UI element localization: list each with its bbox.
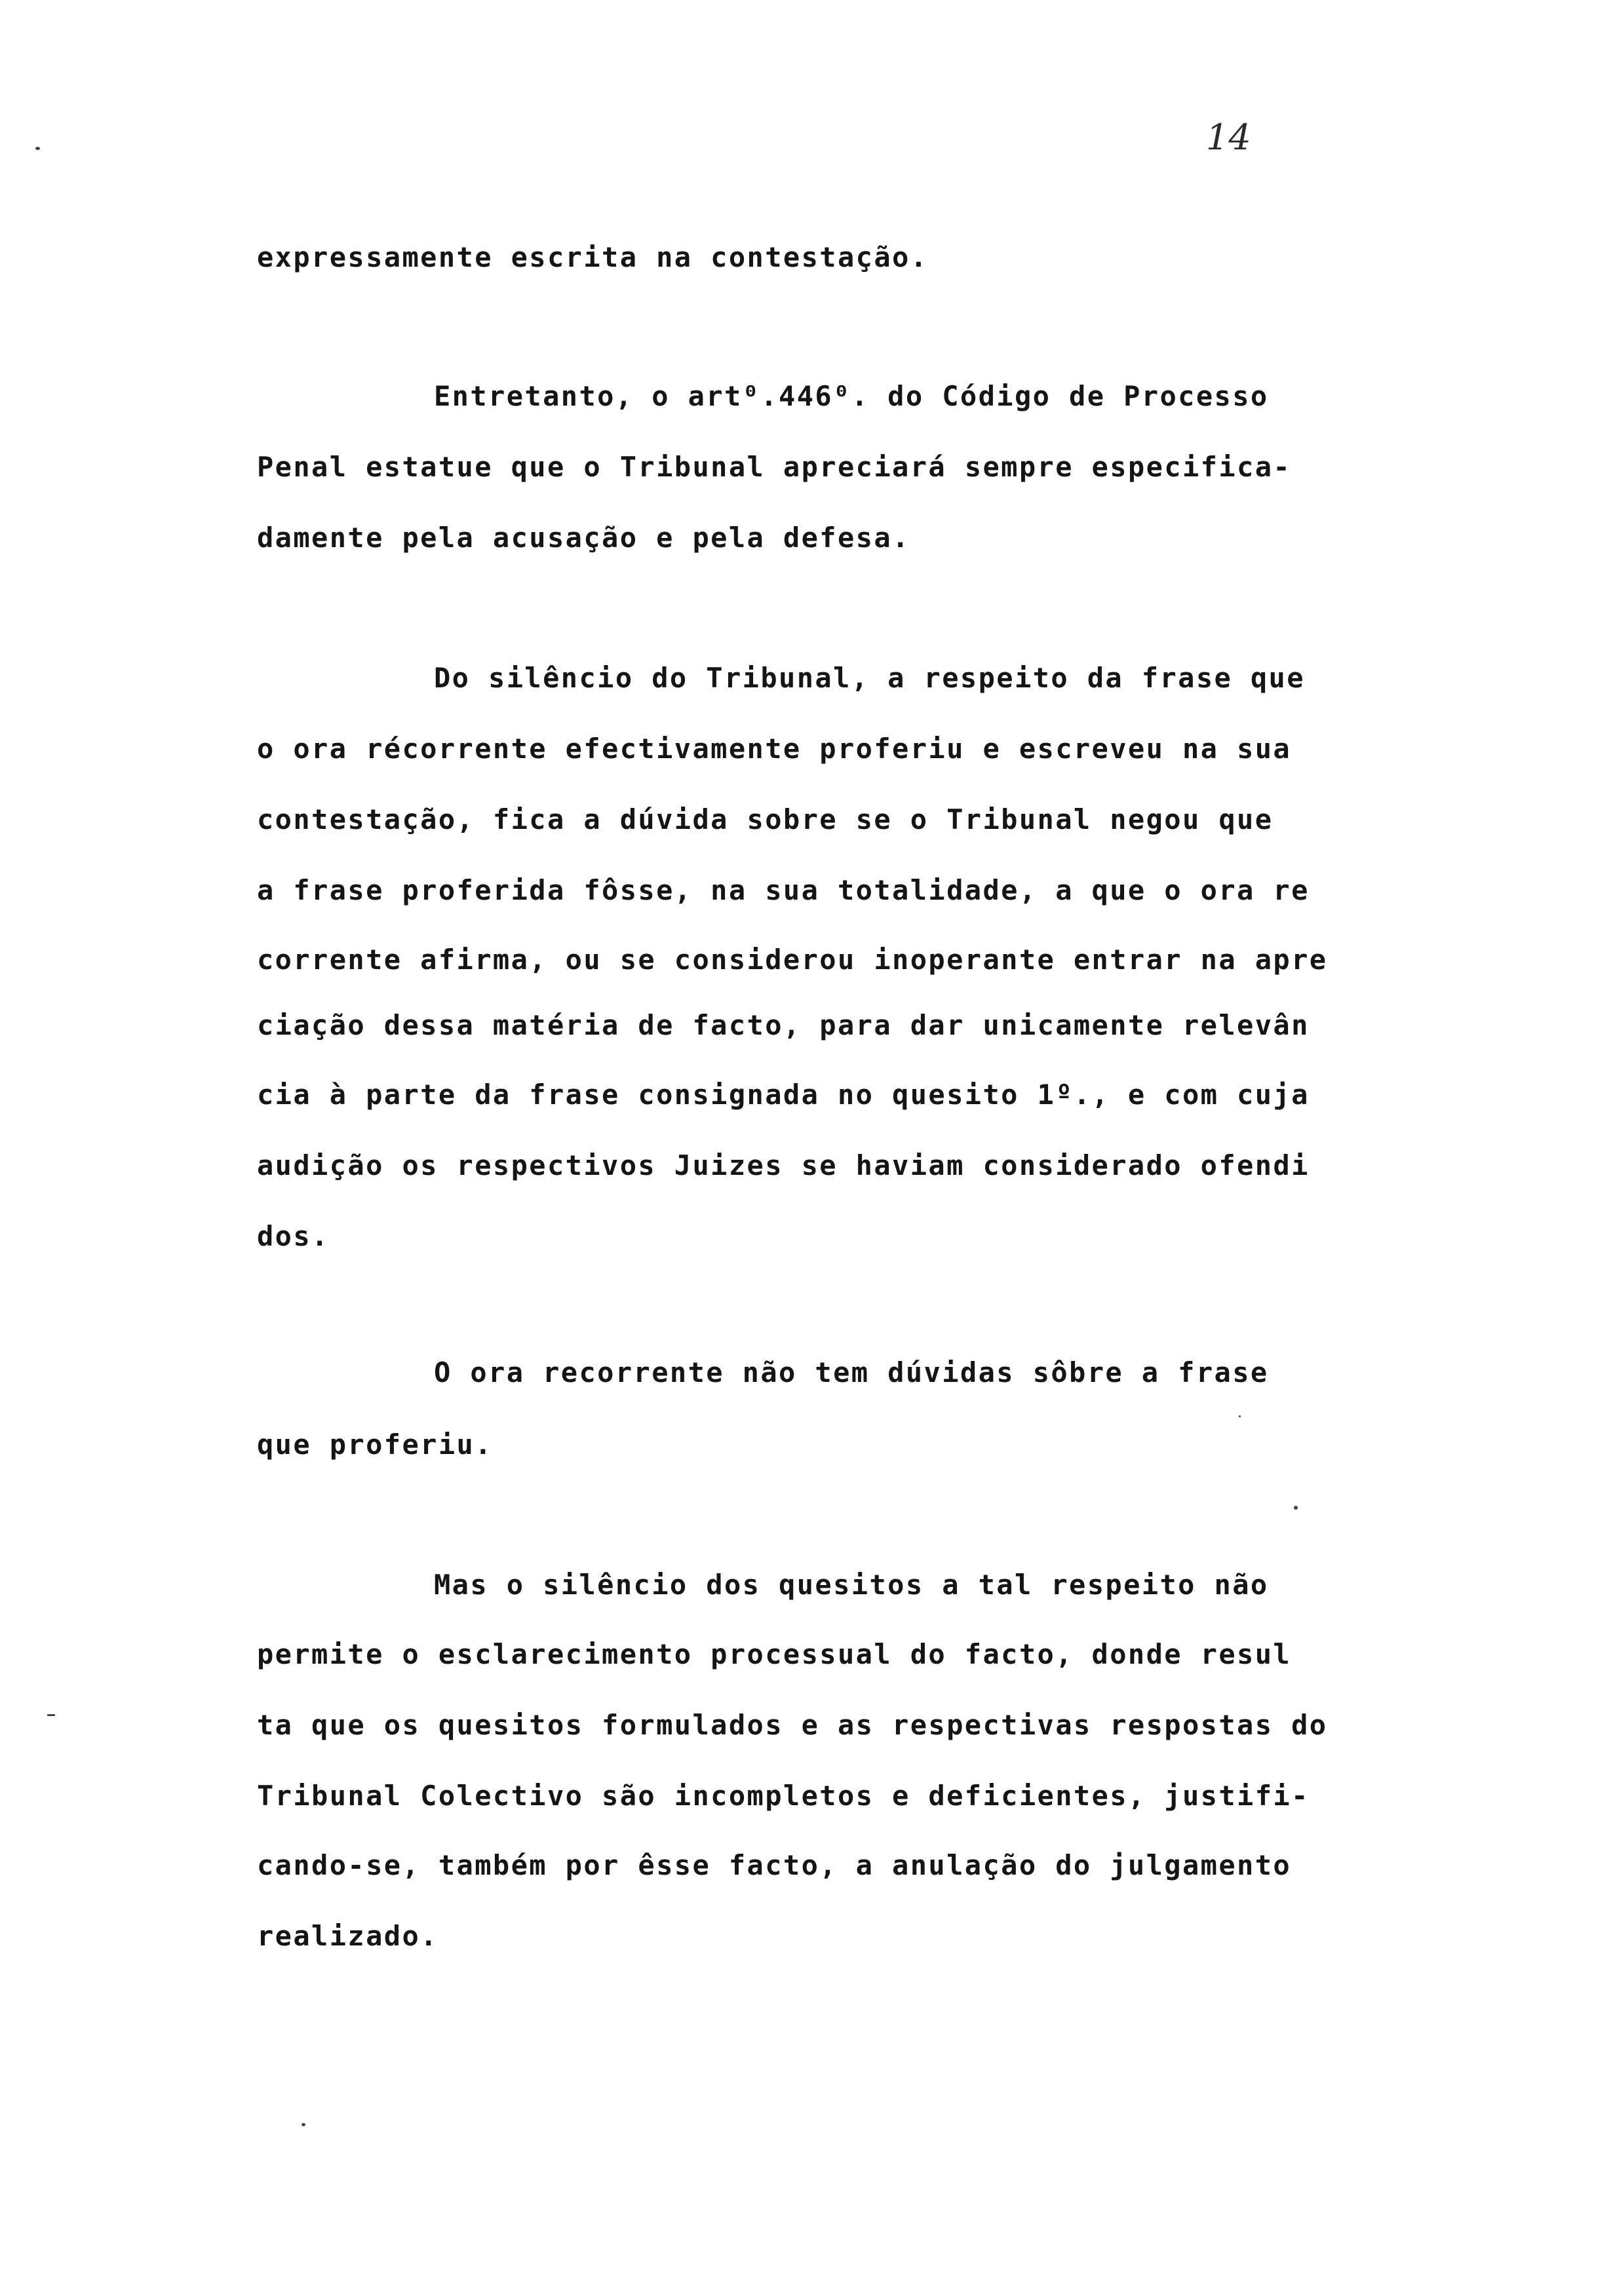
- paragraph-2-line-3: damente pela acusação e pela defesa.: [257, 522, 910, 554]
- scan-speck: [1294, 1506, 1298, 1510]
- paragraph-2-line-1: Entretanto, o art⁰.446⁰. do Código de Processo: [434, 380, 1269, 412]
- paragraph-2-line-2: Penal estatue que o Tribunal apreciará sempre especifica-: [257, 451, 1292, 483]
- paragraph-1-line-1: expressamente escrita na contestação.: [257, 241, 929, 273]
- paragraph-4-line-2: que proferiu.: [257, 1428, 493, 1461]
- paragraph-3-line-8: audição os respectivos Juizes se haviam considerado ofendi: [257, 1149, 1310, 1181]
- paragraph-5-line-4: Tribunal Colectivo são incompletos e deficientes, justifi-: [257, 1780, 1310, 1812]
- paragraph-5-line-3: ta que os quesitos formulados e as respectivas respostas do: [257, 1709, 1328, 1741]
- scan-speck: [35, 147, 40, 150]
- paragraph-3-line-1: Do silêncio do Tribunal, a respeito da frase que: [434, 662, 1305, 694]
- paragraph-3-line-7: cia à parte da frase consignada no quesito 1º., e com cuja: [257, 1079, 1310, 1111]
- paragraph-5-line-1: Mas o silêncio dos quesitos a tal respeito não: [434, 1569, 1269, 1601]
- paragraph-3-line-2: o ora récorrente efectivamente proferiu e escreveu na sua: [257, 733, 1292, 765]
- paragraph-4-line-1: O ora recorrente não tem dúvidas sôbre a frase: [434, 1356, 1269, 1388]
- paragraph-3-line-4: a frase proferida fôsse, na sua totalidade, a que o ora re: [257, 874, 1310, 906]
- scan-speck: [1239, 1415, 1241, 1417]
- paragraph-5-line-2: permite o esclarecimento processual do facto, donde resul: [257, 1638, 1292, 1670]
- paragraph-3-line-5: corrente afirma, ou se considerou inoperante entrar na apre: [257, 944, 1328, 976]
- paragraph-5-line-6: realizado.: [257, 1920, 438, 1952]
- scan-speck: [302, 2123, 305, 2126]
- paragraph-3-line-9: dos.: [257, 1220, 330, 1252]
- paragraph-5-line-5: cando-se, também por êsse facto, a anulação do julgamento: [257, 1849, 1292, 1881]
- paragraph-3-line-3: contestação, fica a dúvida sobre se o Tribunal negou que: [257, 803, 1274, 835]
- scan-speck: [47, 1714, 55, 1716]
- page-number: 14: [1206, 117, 1251, 158]
- paragraph-3-line-6: ciação dessa matéria de facto, para dar unicamente relevân: [257, 1009, 1310, 1041]
